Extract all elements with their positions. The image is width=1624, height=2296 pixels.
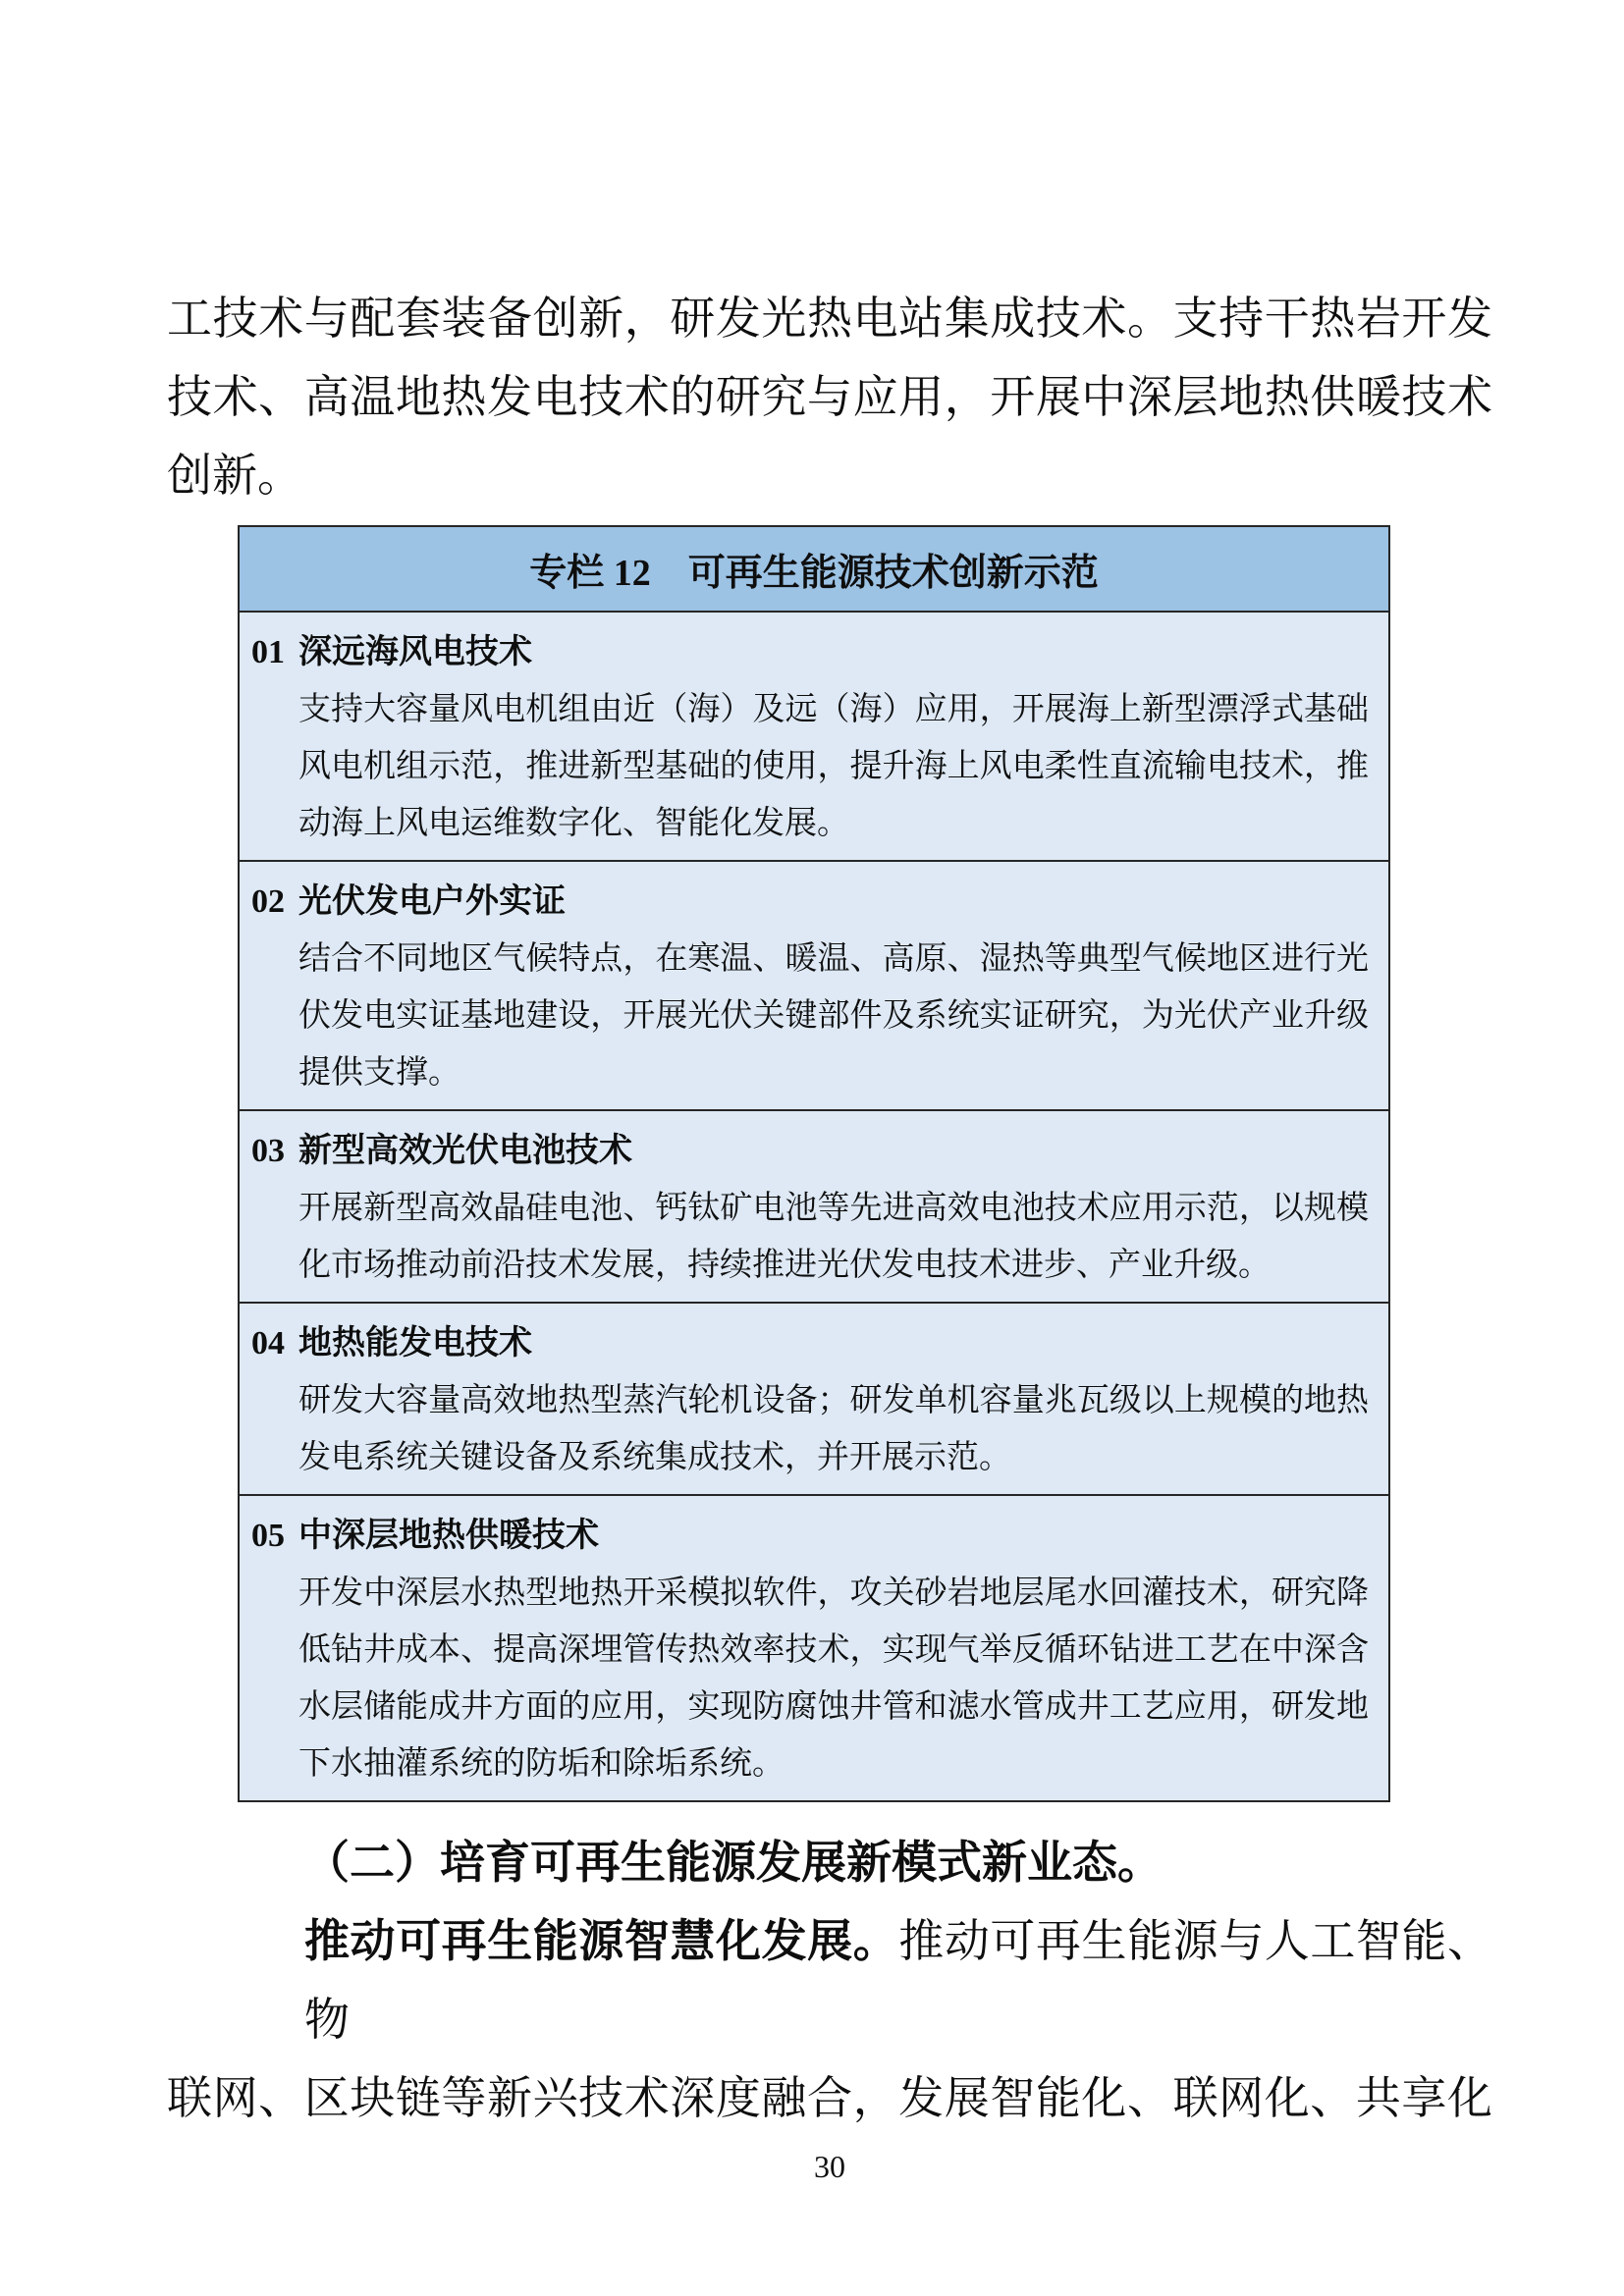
intro-line-3: 创新。 bbox=[167, 451, 302, 501]
row-body-line: 发电系统关键设备及系统集成技术，并开展示范。 bbox=[298, 1440, 1011, 1475]
feature-box-row-05 bbox=[240, 1496, 1388, 1800]
row-body-line: 开展新型高效晶硅电池、钙钛矿电池等先进高效电池技术应用示范，以规模 bbox=[298, 1191, 1369, 1226]
row-body-line: 结合不同地区气候特点，在寒温、暖温、高原、湿热等典型气候地区进行光 bbox=[298, 941, 1369, 977]
row-number: 02 bbox=[251, 883, 285, 920]
feature-box-row-01 bbox=[240, 613, 1388, 862]
feature-box-row-04 bbox=[240, 1304, 1388, 1496]
row-body-line: 化市场推动前沿技术发展，持续推进光伏发电技术进步、产业升级。 bbox=[298, 1248, 1271, 1283]
row-body-line: 动海上风电运维数字化、智能化发展。 bbox=[298, 806, 849, 841]
row-body-line: 风电机组示范，推进新型基础的使用，提升海上风电柔性直流输电技术，推 bbox=[298, 749, 1369, 784]
row-number: 01 bbox=[251, 634, 285, 670]
intro-line-1: 工技术与配套装备创新，研发光热电站集成技术。支持干热岩开发 bbox=[167, 294, 1492, 344]
row-title-text: 地热能发电技术 bbox=[298, 1325, 532, 1362]
row-body-line: 低钻井成本、提高深埋管传热效率技术，实现气举反循环钻进工艺在中深含 bbox=[298, 1632, 1369, 1668]
paragraph-line-2: 联网、区块链等新兴技术深度融合，发展智能化、联网化、共享化 bbox=[167, 2073, 1492, 2123]
body-paragraph bbox=[167, 1902, 1492, 2138]
row-title bbox=[251, 1123, 1369, 1180]
row-body-line: 提供支撑。 bbox=[298, 1055, 460, 1091]
intro-line-2: 技术、高温地热发电技术的研究与应用，开展中深层地热供暖技术 bbox=[167, 372, 1492, 422]
row-body-line: 研发大容量高效地热型蒸汽轮机设备；研发单机容量兆瓦级以上规模的地热 bbox=[298, 1383, 1369, 1418]
row-body-line: 伏发电实证基地建设，开展光伏关键部件及系统实证研究，为光伏产业升级 bbox=[298, 998, 1369, 1034]
paragraph-lead-rest: 推动可再生能源与人工智能、物 bbox=[304, 1916, 1493, 2045]
row-title bbox=[251, 624, 1369, 681]
row-title bbox=[251, 874, 1369, 931]
paragraph-line-1 bbox=[167, 1902, 1492, 2059]
feature-box-row-02 bbox=[240, 862, 1388, 1111]
feature-box-row-03 bbox=[240, 1111, 1388, 1304]
row-body-line: 下水抽灌系统的防垢和除垢系统。 bbox=[298, 1746, 785, 1782]
row-title-text: 中深层地热供暖技术 bbox=[298, 1518, 599, 1554]
row-body bbox=[298, 1180, 1369, 1294]
row-body bbox=[298, 1565, 1369, 1792]
row-title-text: 深远海风电技术 bbox=[298, 634, 532, 670]
row-title-text: 新型高效光伏电池技术 bbox=[298, 1133, 632, 1169]
row-number: 04 bbox=[251, 1325, 285, 1362]
feature-box bbox=[238, 525, 1390, 1802]
feature-box-title: 专栏 12 可再生能源技术创新示范 bbox=[240, 527, 1388, 613]
row-title bbox=[251, 1315, 1369, 1372]
row-body bbox=[298, 681, 1369, 852]
row-body bbox=[298, 1372, 1369, 1486]
row-number: 03 bbox=[251, 1133, 285, 1169]
section-heading: （二）培育可再生能源发展新模式新业态。 bbox=[304, 1838, 1163, 1888]
row-body-line: 水层储能成井方面的应用，实现防腐蚀井管和滤水管成井工艺应用，研发地 bbox=[298, 1689, 1369, 1725]
page-number: 30 bbox=[814, 2149, 845, 2184]
row-number: 05 bbox=[251, 1518, 285, 1554]
row-body-line: 开发中深层水热型地热开采模拟软件，攻关砂岩地层尾水回灌技术，研究降 bbox=[298, 1575, 1369, 1611]
row-title-text: 光伏发电户外实证 bbox=[298, 883, 566, 920]
row-body bbox=[298, 931, 1369, 1101]
intro-paragraph bbox=[167, 280, 1492, 515]
row-body-line: 支持大容量风电机组由近（海）及远（海）应用，开展海上新型漂浮式基础 bbox=[298, 692, 1369, 727]
paragraph-lead-bold: 推动可再生能源智慧化发展。 bbox=[304, 1916, 899, 1966]
row-title bbox=[251, 1508, 1369, 1565]
